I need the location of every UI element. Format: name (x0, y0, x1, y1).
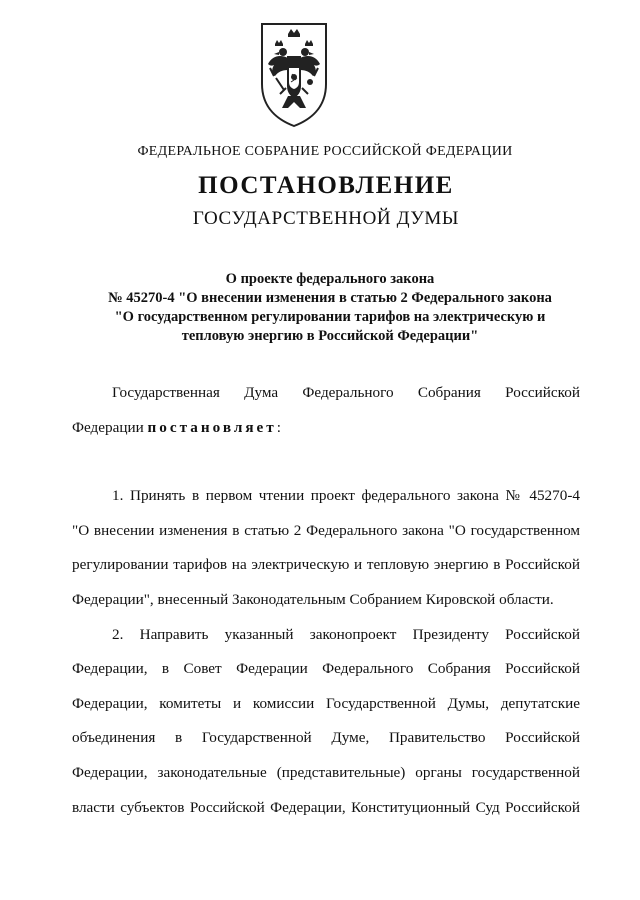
preamble-colon: : (276, 418, 281, 436)
item-2-line: 2. Направить указанный законопроект Президенту Российской (112, 625, 580, 643)
document-type-title: ПОСТАНОВЛЕНИЕ (198, 172, 454, 199)
preamble-line: Государственная Дума Федерального Собрания Российской (112, 384, 580, 401)
preamble-line (72, 411, 580, 446)
item-2-line: Федерации, законодательные (представительные) органы государственной (72, 763, 580, 781)
item-2-line: Федерации, комитеты и комиссии Государственной Думы, депутатские (72, 694, 580, 712)
item-1-line: 1. Принять в первом чтении проект федерального закона № 45270-4 (112, 487, 580, 505)
issuing-body: ГОСУДАРСТВЕННОЙ ДУМЫ (192, 208, 460, 229)
item-1-line: "О внесении изменения в статью 2 Федерального закона "О государственном (72, 521, 580, 539)
resolution-body (72, 376, 580, 825)
parliament-name: ФЕДЕРАЛЬНОЕ СОБРАНИЕ РОССИЙСКОЙ ФЕДЕРАЦИИ (137, 144, 513, 159)
paragraph-gap (72, 445, 580, 479)
item-2-line: Федерации, в Совет Федерации Федерального Собрания Российской (72, 660, 580, 678)
item-2-line: власти субъектов Российской Федерации, Конституционный Суд Российской (72, 798, 580, 816)
subject-line: № 45270-4 "О внесении изменения в статью 2 Федерального закона (108, 290, 552, 306)
resolves-word: постановляет (147, 418, 277, 436)
subject-line: "О государственном регулировании тарифов на электрическую и (114, 309, 546, 325)
resolution-subject (0, 270, 640, 346)
item-2-line: объединения в Государственной Думе, Правительство Российской (72, 729, 580, 747)
item-1-line: Федерации", внесенный Законодательным Собранием Кировской области. (72, 590, 554, 608)
item-1-line: регулировании тарифов на электрическую и тепловую энергию в Российской (72, 556, 580, 574)
preamble-text: Федерации (72, 418, 148, 436)
subject-line: тепловую энергию в Российской Федерации" (181, 328, 479, 344)
coat-of-arms-emblem (258, 22, 330, 128)
subject-line: О проекте федерального закона (225, 271, 435, 287)
